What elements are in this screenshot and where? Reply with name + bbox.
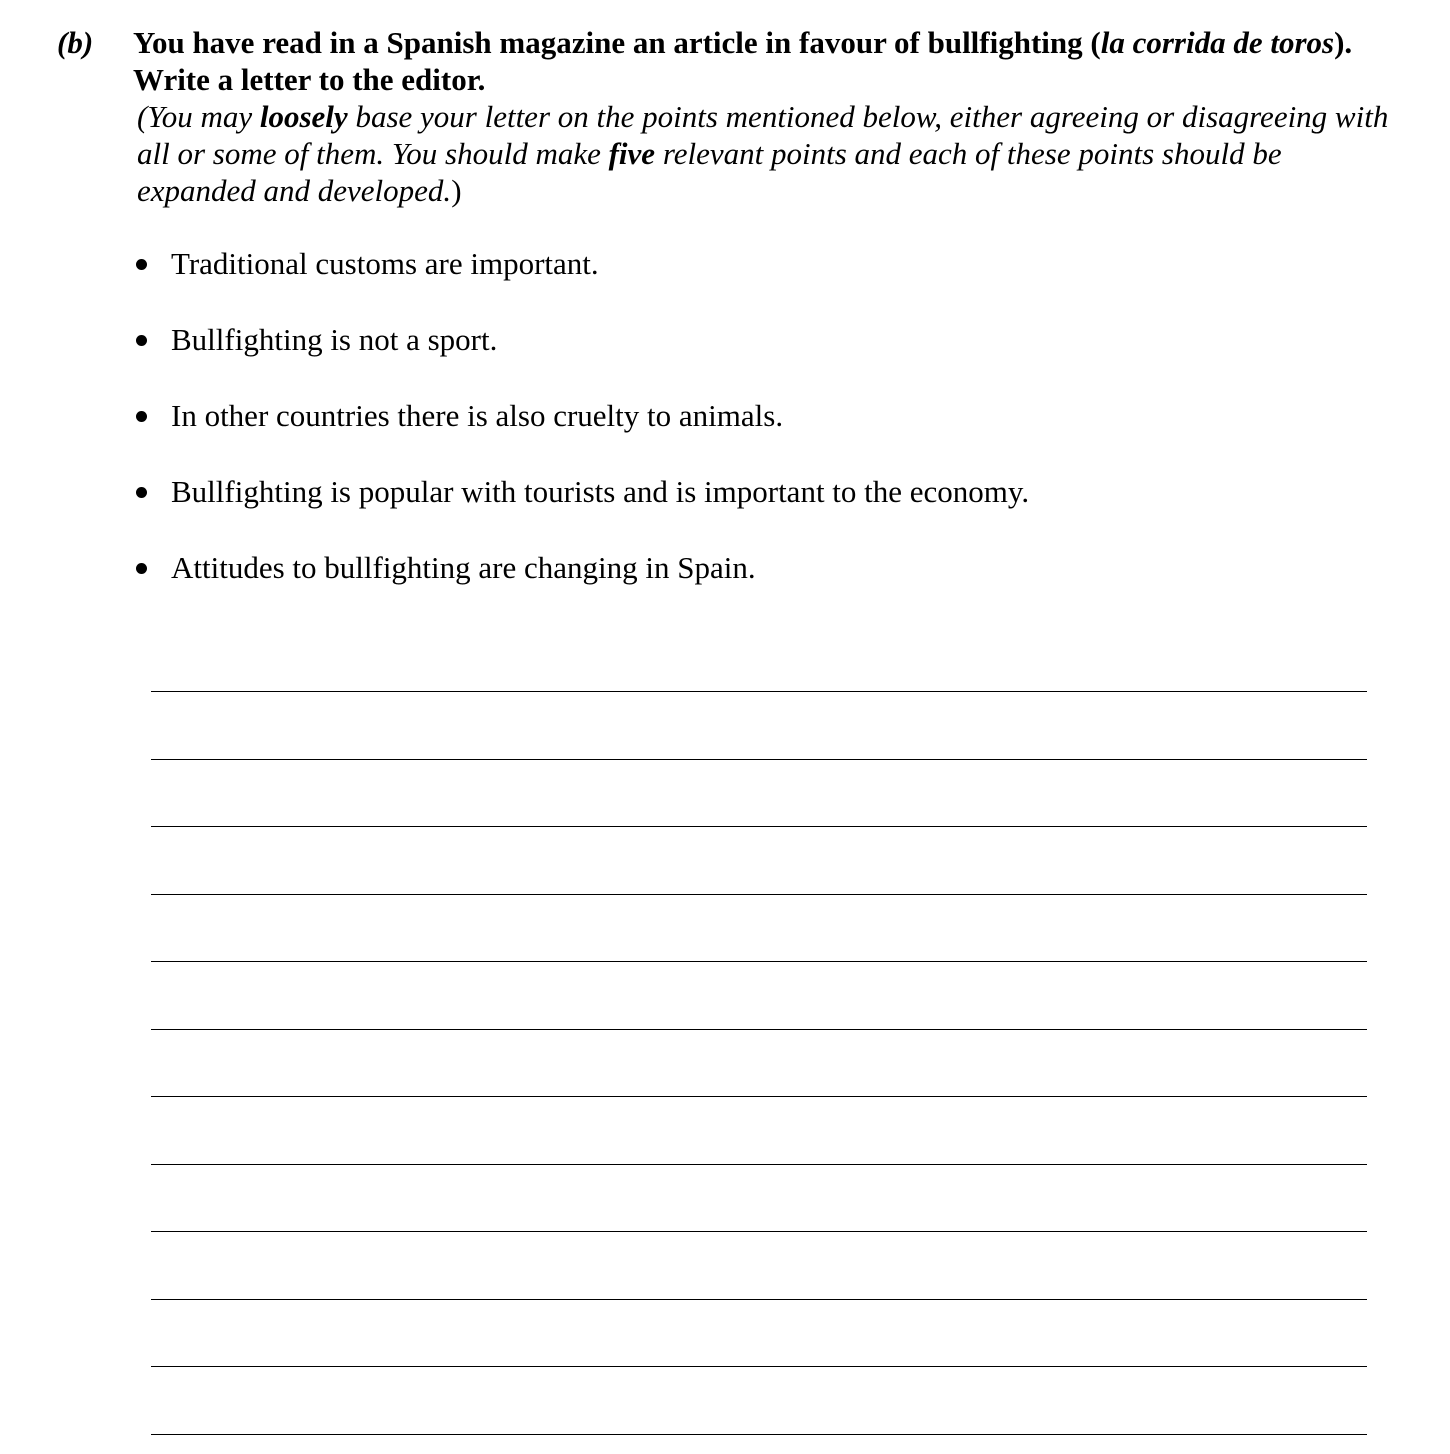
point-item: [130, 394, 1029, 470]
instruction-bold-five: five: [608, 136, 656, 171]
instruction-text-1: (You may: [137, 99, 260, 134]
answer-line[interactable]: [151, 1096, 1367, 1097]
instruction-bold-loosely: loosely: [259, 99, 348, 134]
question-body: [133, 24, 1393, 209]
question-label: (b): [57, 25, 94, 60]
answer-line[interactable]: [151, 1366, 1367, 1367]
answer-line[interactable]: [151, 894, 1367, 895]
point-text: Bullfighting is not a sport.: [171, 322, 498, 357]
point-text: In other countries there is also cruelty to animals.: [171, 398, 784, 433]
bullet-icon: [136, 487, 147, 498]
answer-line[interactable]: [151, 1029, 1367, 1030]
point-text: Attitudes to bullfighting are changing in Spain.: [171, 550, 756, 585]
points-list: [130, 242, 1029, 622]
bullet-icon: [136, 411, 147, 422]
point-text: Traditional customs are important.: [171, 246, 599, 281]
answer-line[interactable]: [151, 1164, 1367, 1165]
instruction-text-2: base your letter on the points mentioned below, either agreeing or disagreeing with all or some of them. You should make: [137, 99, 1389, 171]
prompt-text-1: You have read in a Spanish magazine an article in favour of bullfighting (: [133, 25, 1101, 60]
bullet-icon: [136, 563, 147, 574]
question-instruction: [133, 98, 1393, 209]
prompt-text-2: ). Write a letter to the editor.: [133, 25, 1353, 97]
answer-line[interactable]: [151, 1434, 1367, 1435]
instruction-close-paren: ): [451, 173, 462, 208]
point-item: [130, 242, 1029, 318]
bullet-icon: [136, 259, 147, 270]
answer-line[interactable]: [151, 1299, 1367, 1300]
answer-line[interactable]: [151, 961, 1367, 962]
instruction-text-3: relevant points and each of these points should be expanded and developed.: [137, 136, 1282, 208]
answer-line[interactable]: [151, 826, 1367, 827]
answer-line[interactable]: [151, 759, 1367, 760]
bullet-icon: [136, 335, 147, 346]
prompt-italic-term: la corrida de toros: [1100, 25, 1335, 60]
point-item: [130, 318, 1029, 394]
point-item: [130, 546, 1029, 622]
point-text: Bullfighting is popular with tourists and is important to the economy.: [171, 474, 1030, 509]
point-item: [130, 470, 1029, 546]
answer-line[interactable]: [151, 691, 1367, 692]
question-prompt: [133, 24, 1393, 98]
answer-line[interactable]: [151, 1231, 1367, 1232]
